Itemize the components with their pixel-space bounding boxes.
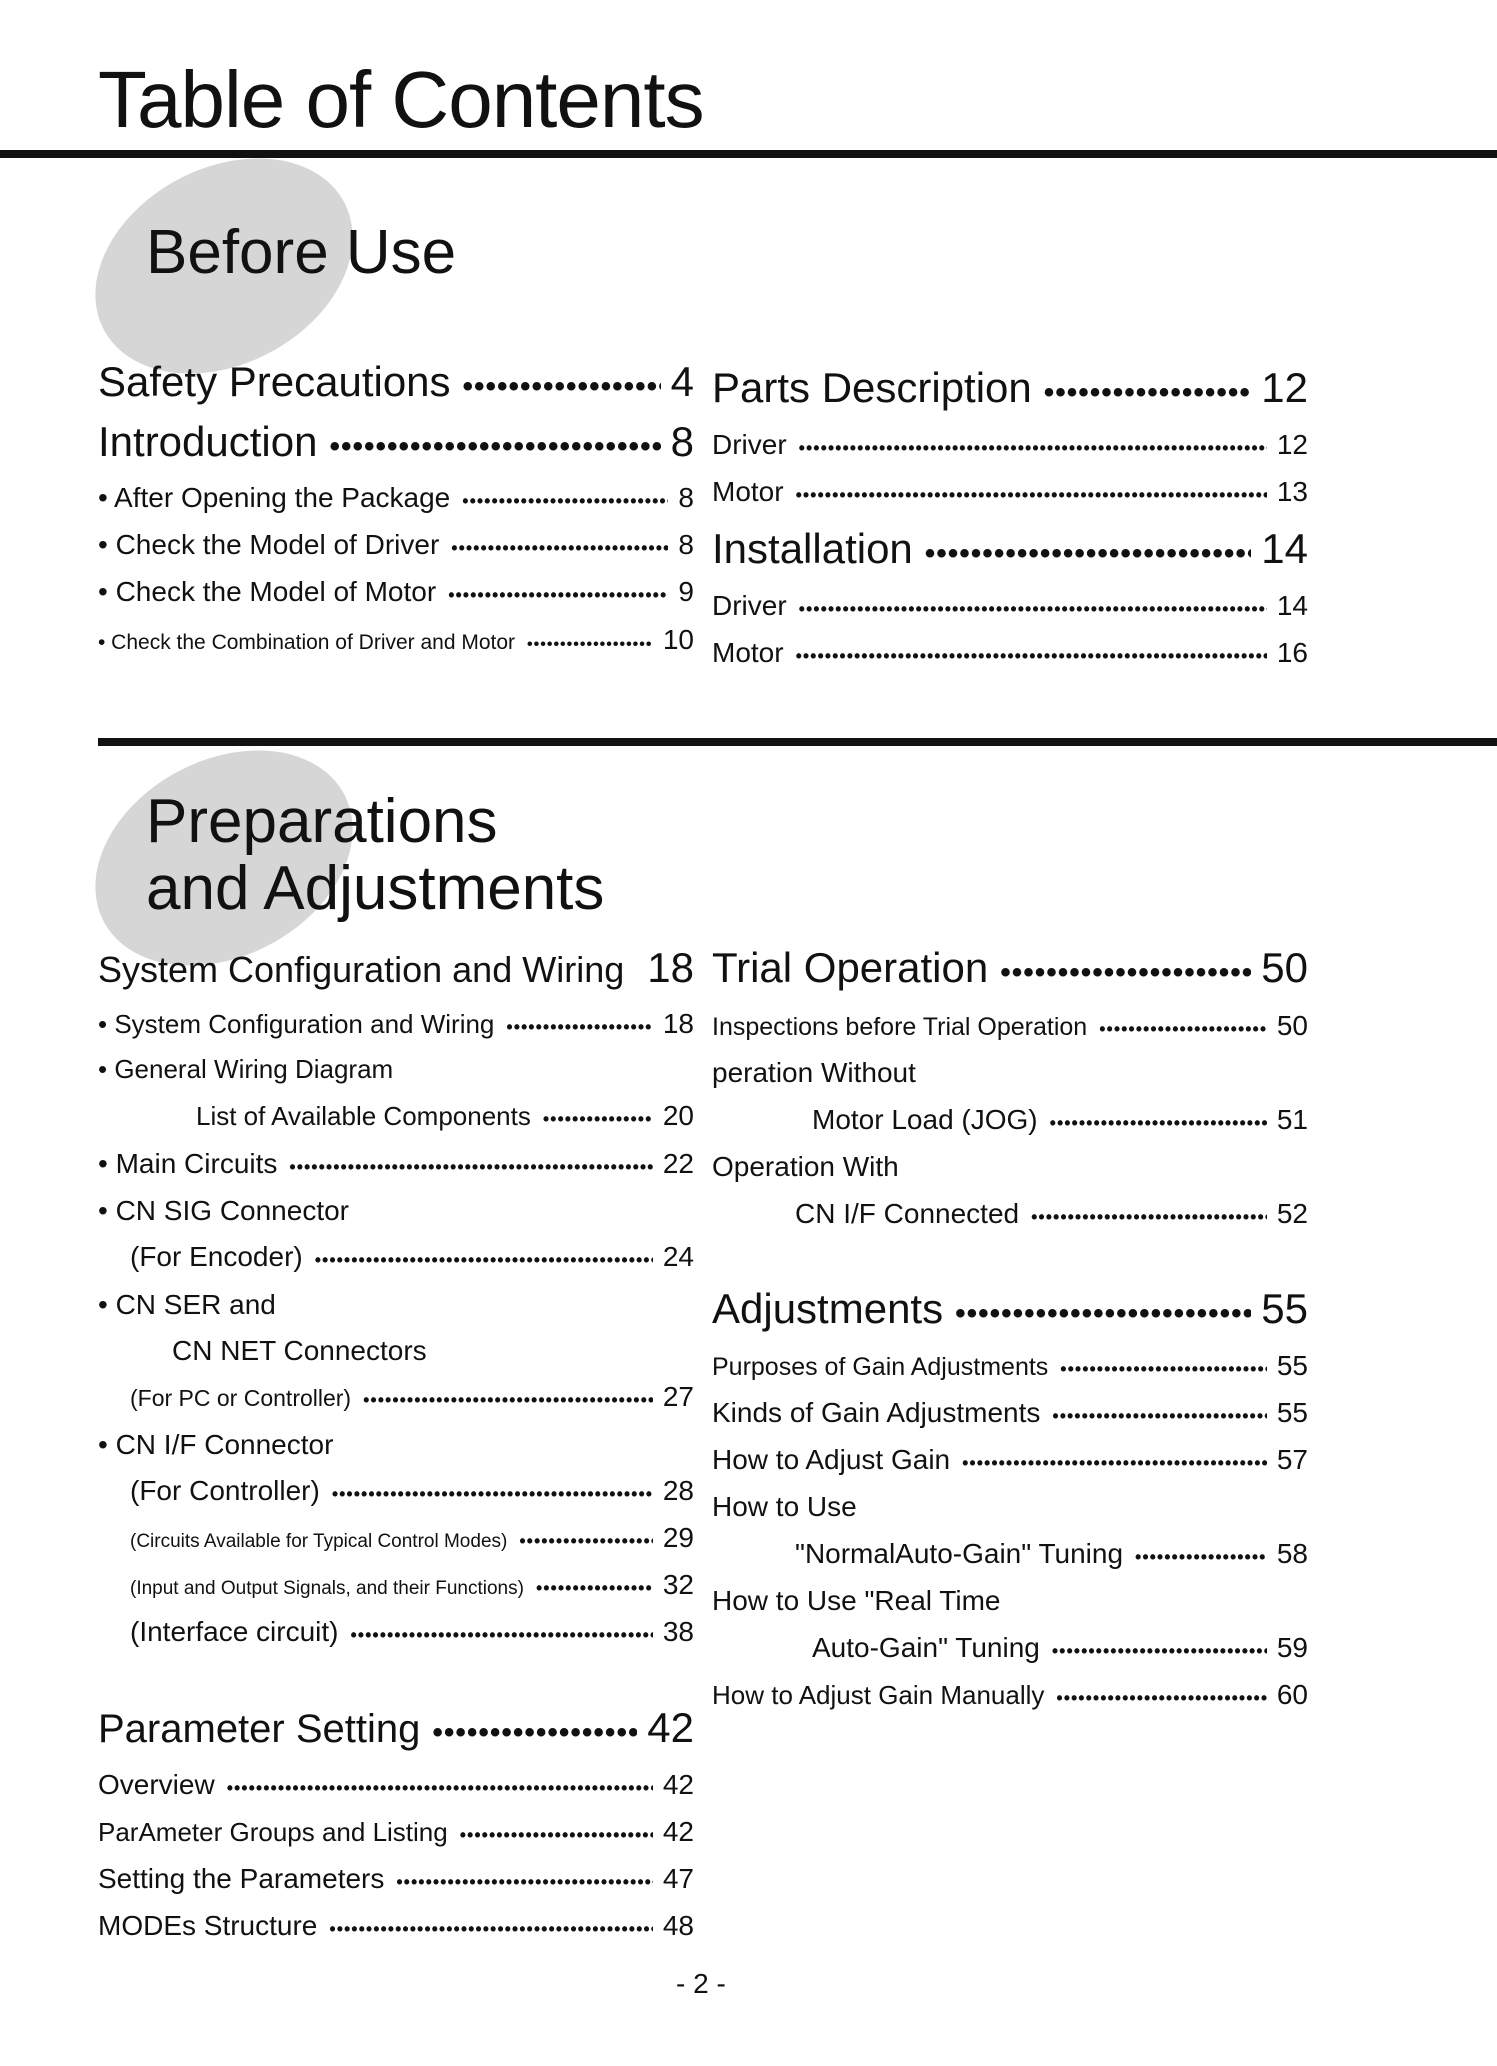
toc-page-number: 52 <box>1276 1198 1308 1229</box>
toc-entry[interactable] <box>712 1397 1308 1437</box>
toc-entry[interactable] <box>712 1350 1308 1390</box>
toc-page-number: 14 <box>1261 525 1308 572</box>
leader-dots <box>329 1919 652 1940</box>
section-title-preparations: Preparations <box>146 787 498 856</box>
toc-page-number: 27 <box>662 1381 694 1412</box>
toc-entry-label: Purposes of Gain Adjustments <box>712 1353 1049 1381</box>
toc-subheading: How to Use "Real Time <box>712 1585 1001 1616</box>
toc-page-number: 42 <box>662 1816 694 1847</box>
toc-entry-label: Driver <box>712 590 787 621</box>
toc-page-number: 60 <box>1276 1679 1308 1710</box>
toc-page-number: 9 <box>678 576 694 607</box>
toc-entry-label: Safety Precautions <box>98 358 451 405</box>
toc-entry[interactable] <box>712 1679 1308 1719</box>
leader-dots <box>796 646 1267 667</box>
leader-dots <box>460 1825 653 1846</box>
toc-page-number: 55 <box>1276 1397 1308 1428</box>
leader-dots <box>451 538 668 559</box>
toc-subheading: Operation With <box>712 1151 899 1182</box>
toc-entry[interactable] <box>130 1569 694 1609</box>
toc-entry[interactable] <box>98 529 694 569</box>
section-rule <box>98 738 1497 746</box>
toc-page-number: 8 <box>678 529 694 560</box>
leader-dots <box>925 537 1251 571</box>
toc-page-number: 47 <box>662 1863 694 1894</box>
toc-page-number: 51 <box>1276 1104 1308 1135</box>
toc-entry[interactable] <box>98 1704 694 1756</box>
toc-entry[interactable] <box>712 944 1308 996</box>
leader-dots <box>315 1250 653 1271</box>
toc-entry-label: • Main Circuits <box>98 1148 278 1179</box>
toc-entry[interactable] <box>98 1910 694 1950</box>
toc-page-number: 16 <box>1276 637 1308 668</box>
toc-subheading: CN NET Connectors <box>172 1335 427 1366</box>
leader-dots <box>227 1778 653 1799</box>
toc-entry-label: How to Adjust Gain Manually <box>712 1680 1045 1710</box>
toc-entry[interactable] <box>130 1381 694 1421</box>
leader-dots <box>332 1484 653 1505</box>
toc-page-number: 57 <box>1276 1444 1308 1475</box>
toc-entry[interactable] <box>98 1008 694 1048</box>
toc-entry[interactable] <box>98 418 694 470</box>
leader-dots <box>1052 1641 1267 1662</box>
toc-page-number: 18 <box>647 944 694 991</box>
toc-entry[interactable] <box>196 1100 694 1140</box>
toc-entry[interactable] <box>130 1241 694 1281</box>
leader-dots <box>527 636 653 654</box>
leader-dots <box>462 491 668 512</box>
toc-page-number: 24 <box>662 1241 694 1272</box>
toc-entry-label: (For Controller) <box>130 1475 320 1506</box>
leader-dots <box>329 430 660 464</box>
leader-dots <box>796 485 1267 506</box>
toc-page-number: 32 <box>662 1569 694 1600</box>
toc-entry-label: Motor <box>712 637 784 668</box>
toc-entry-label: • Check the Combination of Driver and Motor <box>98 631 516 654</box>
toc-page-number: 12 <box>1276 429 1308 460</box>
leader-dots <box>463 370 661 404</box>
toc-page-number: 4 <box>670 358 694 405</box>
toc-subheading: • CN SER and <box>98 1289 276 1320</box>
toc-entry-label: Parameter Setting <box>98 1707 421 1751</box>
toc-page-number: 12 <box>1261 364 1308 411</box>
toc-entry-label: ParAmeter Groups and Listing <box>98 1817 448 1847</box>
toc-entry-label: Setting the Parameters <box>98 1863 385 1894</box>
toc-entry-label: Overview <box>98 1769 215 1800</box>
toc-entry-label: List of Available Components <box>196 1101 531 1131</box>
leader-dots <box>363 1390 653 1411</box>
toc-entry-label: (For PC or Controller) <box>130 1385 352 1411</box>
toc-entry-label: Motor <box>712 476 784 507</box>
toc-entry-label: • Check the Model of Driver <box>98 529 440 560</box>
toc-entry-label: CN I/F Connected <box>795 1198 1020 1229</box>
toc-entry[interactable] <box>130 1616 694 1656</box>
toc-page-number: 8 <box>678 482 694 513</box>
toc-entry-label: Motor Load (JOG) <box>812 1104 1038 1135</box>
leader-dots <box>432 1716 637 1750</box>
toc-page-number: 10 <box>662 624 694 655</box>
toc-entry-label: How to Adjust Gain <box>712 1444 951 1475</box>
toc-page-number: 14 <box>1276 590 1308 621</box>
toc-entry-label: "NormalAuto-Gain" Tuning <box>795 1538 1124 1569</box>
leader-dots <box>1000 956 1251 990</box>
leader-dots <box>1099 1019 1267 1040</box>
section-title-before-use: Before Use <box>146 218 457 287</box>
toc-entry[interactable] <box>795 1198 1308 1238</box>
leader-dots <box>519 1531 653 1552</box>
toc-entry[interactable] <box>98 944 694 996</box>
toc-page-number: 8 <box>670 418 694 465</box>
toc-entry[interactable] <box>795 1538 1308 1578</box>
toc-page-number: 18 <box>662 1008 694 1039</box>
toc-entry-label: Installation <box>712 525 913 572</box>
toc-page-number: 28 <box>662 1475 694 1506</box>
toc-entry[interactable] <box>712 364 1308 416</box>
leader-dots <box>351 1625 653 1646</box>
leader-dots <box>962 1453 1267 1474</box>
toc-entry[interactable] <box>712 1444 1308 1484</box>
toc-entry-label: Introduction <box>98 418 318 465</box>
toc-entry[interactable] <box>98 358 694 410</box>
leader-dots <box>1052 1406 1266 1427</box>
toc-page-number: 22 <box>662 1148 694 1179</box>
toc-page-number: 59 <box>1276 1632 1308 1663</box>
toc-entry[interactable] <box>98 576 694 616</box>
toc-entry[interactable] <box>712 429 1308 469</box>
leader-dots <box>799 599 1267 620</box>
toc-entry[interactable] <box>712 590 1308 630</box>
toc-entry-label: Adjustments <box>712 1285 944 1332</box>
toc-entry-label: Driver <box>712 429 787 460</box>
toc-entry-label: MODEs Structure <box>98 1910 318 1941</box>
toc-page-number: 48 <box>662 1910 694 1941</box>
section-title-adjustments: and Adjustments <box>146 854 605 923</box>
toc-entry-label: (Input and Output Signals, and their Functions) <box>130 1578 524 1599</box>
toc-entry[interactable] <box>130 1475 694 1515</box>
leader-dots <box>543 1109 653 1130</box>
toc-entry-label: (For Encoder) <box>130 1241 303 1272</box>
toc-subheading: peration Without <box>712 1057 916 1088</box>
toc-subheading: • CN SIG Connector <box>98 1195 350 1226</box>
toc-entry[interactable] <box>812 1632 1308 1672</box>
toc-entry-label: • System Configuration and Wiring <box>98 1009 495 1039</box>
leader-dots <box>955 1297 1251 1331</box>
toc-entry-label: System Configuration and Wiring <box>98 949 625 990</box>
leader-dots <box>1056 1688 1266 1709</box>
toc-subheading: How to Use <box>712 1491 857 1522</box>
toc-entry-label: Inspections before Trial Operation <box>712 1013 1088 1041</box>
toc-subheading: • CN I/F Connector <box>98 1429 334 1460</box>
leader-dots <box>1050 1113 1267 1134</box>
toc-entry[interactable] <box>130 1522 694 1562</box>
title-rule <box>0 150 1497 158</box>
toc-entry-label: (Interface circuit) <box>130 1616 339 1647</box>
leader-dots <box>799 438 1267 459</box>
toc-entry[interactable] <box>712 525 1308 577</box>
toc-page-number: 13 <box>1276 476 1308 507</box>
toc-entry-label: • After Opening the Package <box>98 482 451 513</box>
toc-page-number: 55 <box>1261 1285 1308 1332</box>
toc-entry[interactable] <box>712 1285 1308 1337</box>
page-number: - 2 - <box>676 1968 726 1999</box>
toc-page-number: 50 <box>1261 944 1308 991</box>
toc-entry[interactable] <box>712 637 1308 677</box>
toc-entry[interactable] <box>98 1863 694 1903</box>
toc-entry[interactable] <box>98 1148 694 1188</box>
toc-entry-label: Kinds of Gain Adjustments <box>712 1397 1041 1428</box>
toc-page-number: 38 <box>662 1616 694 1647</box>
toc-page-number: 29 <box>662 1522 694 1553</box>
leader-dots <box>448 585 668 606</box>
page-title: Table of Contents <box>98 55 704 144</box>
toc-entry-label: (Circuits Available for Typical Control Modes) <box>130 1531 508 1552</box>
leader-dots <box>536 1578 653 1599</box>
leader-dots <box>289 1157 652 1178</box>
toc-entry-label: Auto-Gain" Tuning <box>812 1632 1040 1663</box>
leader-dots <box>1044 376 1252 410</box>
leader-dots <box>396 1872 652 1893</box>
toc-entry[interactable] <box>98 1816 694 1856</box>
toc-entry[interactable] <box>98 1769 694 1809</box>
leader-dots <box>1031 1207 1267 1228</box>
toc-subheading: • General Wiring Diagram <box>98 1054 394 1084</box>
leader-dots <box>1135 1547 1267 1568</box>
toc-entry[interactable] <box>98 482 694 522</box>
toc-entry-label: Parts Description <box>712 364 1032 411</box>
toc-page-number: 42 <box>662 1769 694 1800</box>
toc-page-number: 50 <box>1276 1010 1308 1041</box>
leader-dots <box>636 956 637 990</box>
toc-entry-label: • Check the Model of Motor <box>98 576 437 607</box>
toc-entry[interactable] <box>812 1104 1308 1144</box>
toc-page-number: 20 <box>662 1100 694 1131</box>
toc-entry-label: Trial Operation <box>712 944 989 991</box>
leader-dots <box>506 1017 652 1038</box>
toc-page-number: 58 <box>1276 1538 1308 1569</box>
toc-page-number: 42 <box>647 1704 694 1751</box>
toc-page-number: 55 <box>1276 1350 1308 1381</box>
toc-entry[interactable] <box>98 624 694 660</box>
toc-entry[interactable] <box>712 1010 1308 1050</box>
leader-dots <box>1060 1359 1267 1380</box>
toc-entry[interactable] <box>712 476 1308 516</box>
